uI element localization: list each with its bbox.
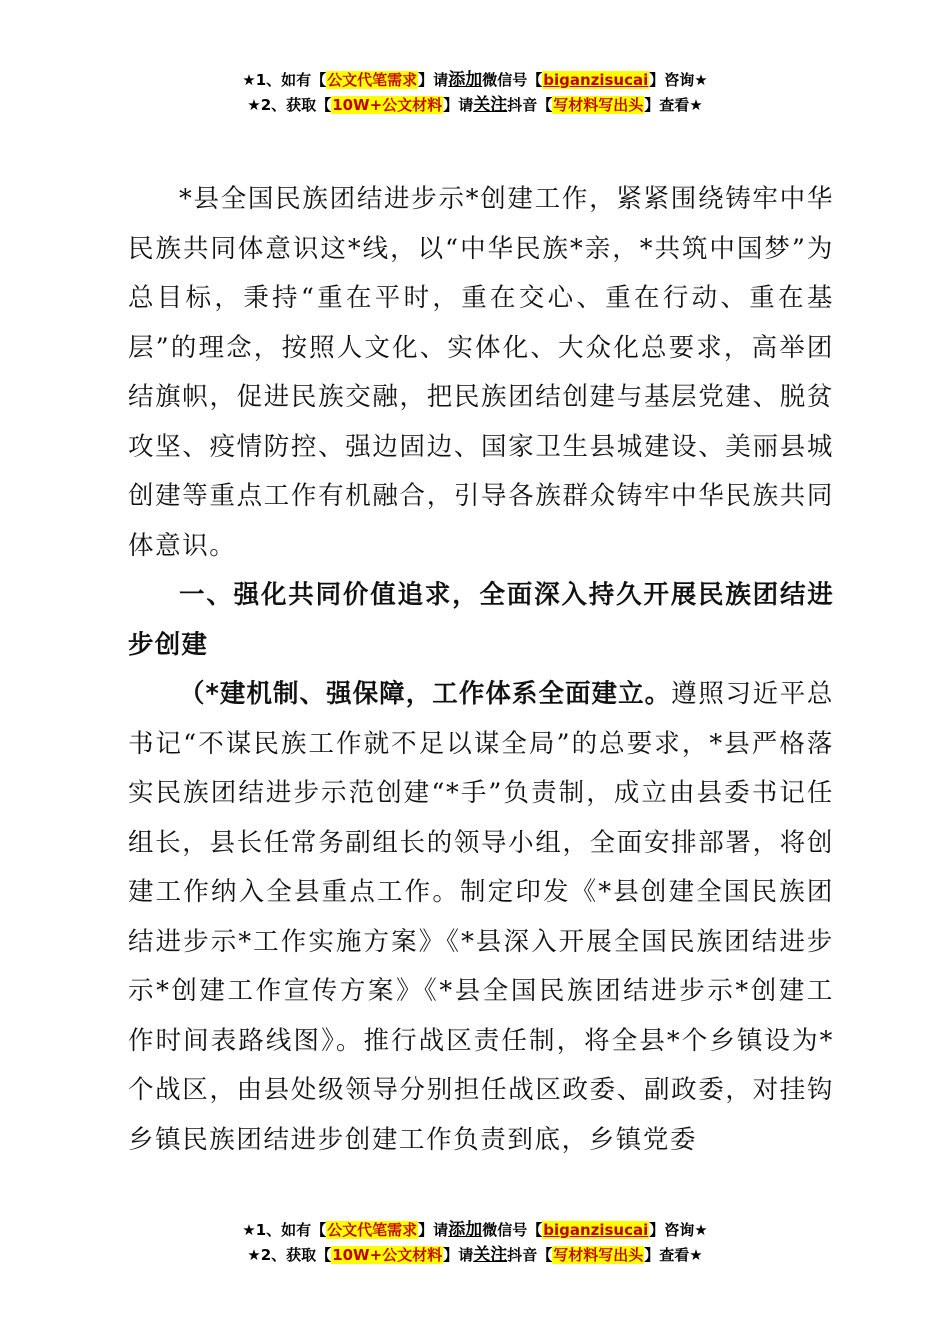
subsection-paragraph	[128, 670, 834, 1165]
underlined-add: 添加	[448, 70, 483, 90]
banner-text: 抖音【	[507, 1246, 553, 1264]
highlight-materials: 10W+公文材料	[332, 96, 443, 114]
section-heading: 一、强化共同价值追求，全面深入持久开展民族团结进步创建	[128, 580, 834, 660]
banner-text: ★1、如有【	[242, 71, 327, 89]
banner-line-2	[0, 1243, 950, 1268]
banner-line-1	[0, 68, 950, 93]
banner-text: 】请	[418, 1221, 449, 1239]
highlight-ghostwriting: 公文代笔需求	[327, 1221, 418, 1239]
highlight-douyin-account: 写材料写出头	[553, 1246, 644, 1264]
banner-text: 】咨询★	[649, 71, 708, 89]
banner-text: ★2、获取【	[247, 96, 332, 114]
subsection-body: 遵照习近平总书记“不谋民族工作就不足以谋全局”的总要求，*县严格落实民族团结进步示范创建“*手”负责制，成立由县委书记任组长，县长任常务副组长的领导小组，全面安排部署，将创建工作纳入全县重点工作。制定印发《*县创建全国民族团结进步示*工作实施方案》《*县深入开展全国民族团结进步示*创建工作宣传方案》《*县全国民族团结进步示*创建工作时间表路线图》。推行战区责任制，将全县*个乡镇设为*个战区，由县处级领导分别担任战区政委、副政委，对挂钩乡镇民族团结进步创建工作负责到底，乡镇党委	[128, 679, 834, 1155]
banner-text: ★2、获取【	[247, 1246, 332, 1264]
banner-text: 】请	[443, 1246, 474, 1264]
underlined-follow: 关注	[473, 95, 508, 115]
banner-text: 】请	[443, 96, 474, 114]
banner-text: 】查看★	[644, 1246, 703, 1264]
banner-line-2	[0, 93, 950, 118]
intro-paragraph: *县全国民族团结进步示*创建工作，紧紧围绕铸牢中华民族共同体意识这*线，以“中华民族*亲，*共筑中国梦”为总目标，秉持“重在平时，重在交心、重在行动、重在基层”的理念，按照人文化、实体化、大众化总要求，高举团结旗帜，促进民族交融，把民族团结创建与基层党建、脱贫攻坚、疫情防控、强边固边、国家卫生县城建设、美丽县城创建等重点工作有机融合，引导各族群众铸牢中华民族共同体意识。	[128, 184, 834, 561]
banner-text: ★1、如有【	[242, 1221, 327, 1239]
highlight-ghostwriting: 公文代笔需求	[327, 71, 418, 89]
document-body	[128, 175, 834, 1165]
banner-text: 】查看★	[644, 96, 703, 114]
underlined-follow: 关注	[473, 1245, 508, 1265]
highlight-wechat-id: biganzisucai	[543, 1221, 649, 1239]
banner-text: 】咨询★	[649, 1221, 708, 1239]
banner-text: 】请	[418, 71, 449, 89]
banner-line-1	[0, 1218, 950, 1243]
highlight-douyin-account: 写材料写出头	[553, 96, 644, 114]
underlined-add: 添加	[448, 1220, 483, 1240]
highlight-materials: 10W+公文材料	[332, 1246, 443, 1264]
subsection-lead: （*建机制、强保障，工作体系全面建立。	[179, 679, 672, 709]
banner-text: 微信号【	[482, 71, 543, 89]
banner-text: 抖音【	[507, 96, 553, 114]
banner-text: 微信号【	[482, 1221, 543, 1239]
header-banner	[0, 68, 950, 118]
highlight-wechat-id: biganzisucai	[543, 71, 649, 89]
footer-banner	[0, 1218, 950, 1268]
